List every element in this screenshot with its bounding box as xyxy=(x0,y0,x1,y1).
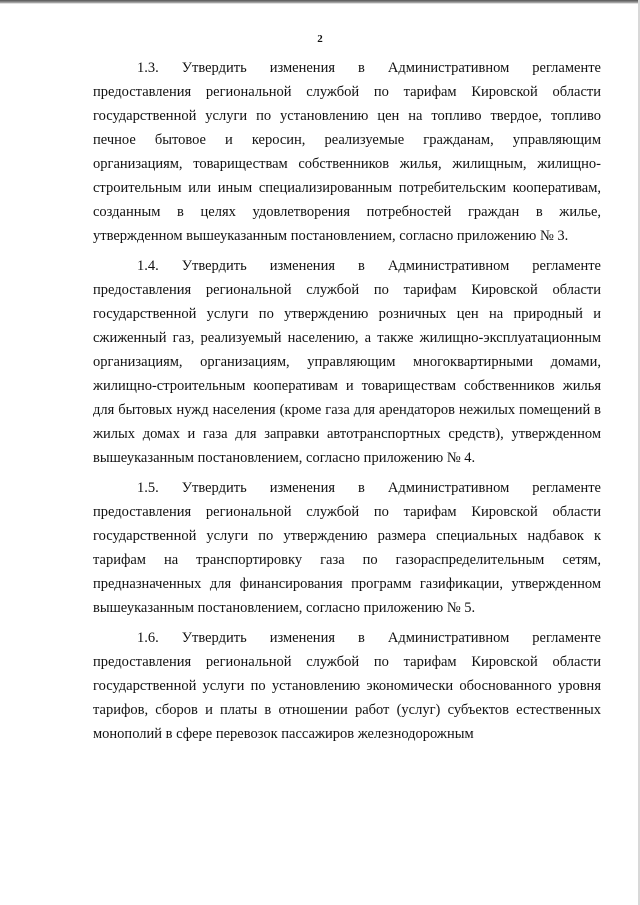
paragraph-1-4: 1.4. Утвердить изменения в Административном регламенте предоставления региональной службой по тарифам Кировской области государственной услуги по утверждению розничных цен на природный и сжиженный газ, реализуемый населению, а также жилищно-эксплуатационным организациям, организациям, управляющим многоквартирными домами, жилищно-строительным кооперативам и товариществам собственников жилья для бытовых нужд населения (кроме газа для арендаторов нежилых помещений в жилых домах и газа для заправки автотранспортных средств), утвержденном вышеуказанным постановлением, согласно приложению № 4. xyxy=(93,258,601,466)
page-number: 2 xyxy=(317,33,323,45)
paragraph-1-5: 1.5. Утвердить изменения в Административном регламенте предоставления региональной службой по тарифам Кировской области государственной услуги по утверждению размера специальных надбавок к тарифам на транспортировку газа по газораспределительным сетям, предназначенных для финансирования программ газификации, утвержденном вышеуказанным постановлением, согласно приложению № 5. xyxy=(93,480,601,616)
scan-edge-top xyxy=(0,0,640,4)
paragraph-1-3: 1.3. Утвердить изменения в Административном регламенте предоставления региональной службой по тарифам Кировской области государственной услуги по установлению цен на топливо твердое, топливо печное бытовое и керосин, реализуемые гражданам, управляющим организациям, товариществам собственников жилья, жилищным, жилищно-строительным или иным специализированным потребительским кооперативам, созданным в целях удовлетворения потребностей граждан в жилье, утвержденном вышеуказанным постановлением, согласно приложению № 3. xyxy=(93,60,601,244)
document-body xyxy=(93,56,601,746)
paragraph-1-6: 1.6. Утвердить изменения в Административном регламенте предоставления региональной службой по тарифам Кировской области государственной услуги по установлению экономически обоснованного уровня тарифов, сборов и платы в отношении работ (услуг) субъектов естественных монополий в сфере перевозок пассажиров железнодорожным xyxy=(93,630,601,742)
